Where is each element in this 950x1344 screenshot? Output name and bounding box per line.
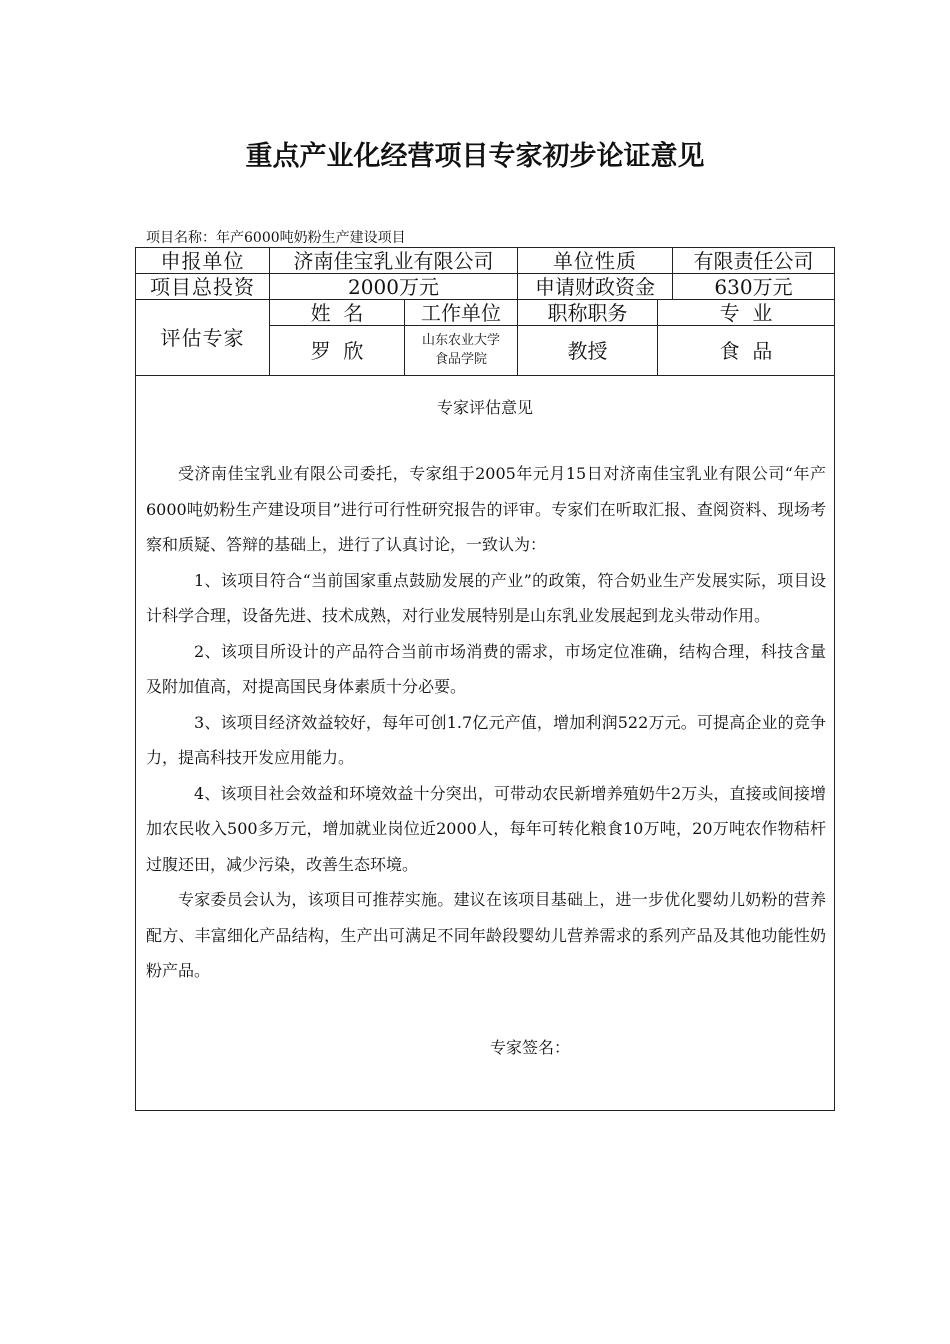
- expert-name: 罗 欣: [270, 326, 405, 376]
- experts-label: 评估专家: [136, 300, 270, 376]
- opinion-paragraph-intro: 受济南佳宝乳业有限公司委托，专家组于2005年元月15日对济南佳宝乳业有限公司“年产6000吨奶粉生产建设项目”进行可行性研究报告的评审。专家们在听取汇报、查阅资料、现场考察和质疑、答辩的基础上，进行了认真讨论，一致认为：: [146, 464, 826, 554]
- evaluation-form: [135, 247, 835, 1111]
- col-workplace: 工作单位: [405, 300, 518, 326]
- expert-title: 教授: [518, 326, 658, 376]
- unit-type-label: 单位性质: [518, 248, 673, 274]
- applicant-label: 申报单位: [136, 248, 270, 274]
- col-title: 职称职务: [518, 300, 658, 326]
- unit-type-value: 有限责任公司: [673, 248, 835, 274]
- opinion-paragraph-1: 1、该项目符合“当前国家重点鼓励发展的产业”的政策，符合奶业生产发展实际，项目设计科学合理，设备先进、技术成熟，对行业发展特别是山东乳业发展起到龙头带动作用。: [146, 570, 826, 625]
- page-title: 重点产业化经营项目专家初步论证意见: [245, 141, 705, 172]
- total-investment-value: 2000万元: [270, 274, 518, 300]
- fiscal-funds-label: 申请财政资金: [518, 274, 673, 300]
- applicant-value: 济南佳宝乳业有限公司: [270, 248, 518, 274]
- col-specialty: 专 业: [658, 300, 835, 326]
- expert-workplace: [405, 326, 518, 376]
- opinion-paragraph-conclusion: 专家委员会认为，该项目可推荐实施。建议在该项目基础上，进一步优化婴幼儿奶粉的营养配方、丰富细化产品结构，生产出可满足不同年龄段婴幼儿营养需求的系列产品及其他功能性奶粉产品。: [146, 890, 826, 980]
- signature-label: 专家签名：: [490, 1038, 571, 1057]
- expert-specialty: 食 品: [658, 326, 835, 376]
- expert-opinion-cell: [136, 376, 835, 1111]
- opinion-heading: 专家评估意见: [436, 398, 533, 417]
- opinion-paragraph-4: 4、该项目社会效益和环境效益十分突出，可带动农民新增养殖奶牛2万头，直接或间接增加农民收入500多万元，增加就业岗位近2000人，每年可转化粮食10万吨，20万吨农作物秸杆过腹还田，减少污染，改善生态环境。: [146, 783, 826, 874]
- opinion-paragraph-3: 3、该项目经济效益较好，每年可创1.7亿元产值，增加利润522万元。可提高企业的竞争力，提高科技开发应用能力。: [146, 712, 826, 767]
- opinion-paragraph-2: 2、该项目所设计的产品符合当前市场消费的需求，市场定位准确，结构合理，科技含量及附加值高，对提高国民身体素质十分必要。: [146, 641, 826, 696]
- col-name: 姓 名: [270, 300, 405, 326]
- opinion-body: [146, 456, 826, 989]
- expert-workplace-line2: 食品学院: [434, 351, 487, 367]
- total-investment-label: 项目总投资: [136, 274, 270, 300]
- expert-workplace-line1: 山东农业大学: [421, 332, 500, 348]
- project-name: 项目名称：年产6000吨奶粉生产建设项目: [146, 230, 406, 246]
- fiscal-funds-value: 630万元: [673, 274, 835, 300]
